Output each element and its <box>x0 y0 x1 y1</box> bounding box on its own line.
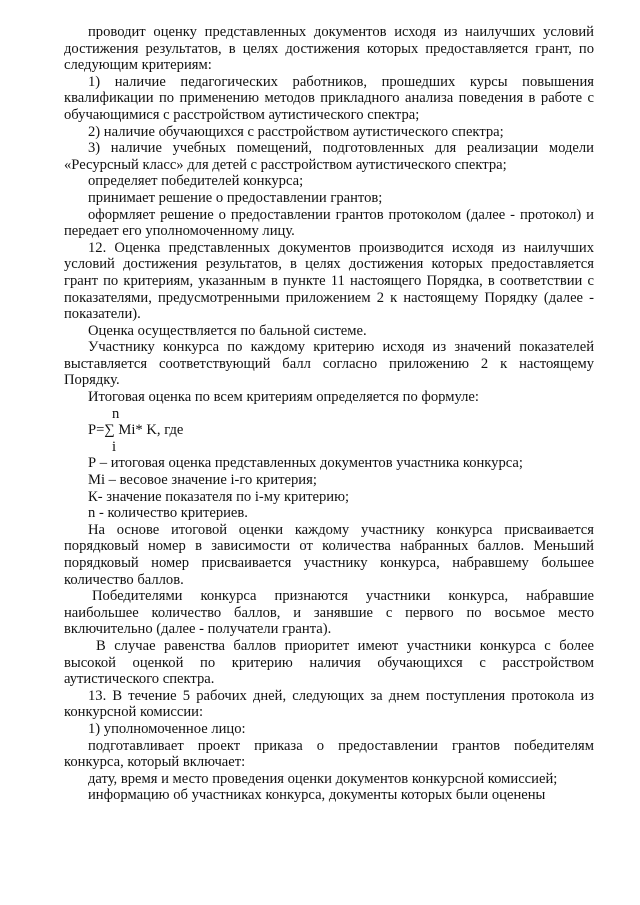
paragraph: оформляет решение о предоставлении грантов протоколом (далее - протокол) и передает его уполномоченному лицу. <box>64 206 594 240</box>
paragraph: 2) наличие обучающихся с расстройством аутистического спектра; <box>88 123 504 140</box>
document-page <box>64 24 594 804</box>
paragraph: проводит оценку представленных документов исходя из наилучших условий достижения результатов, в целях достижения которых предоставляется грант, по следующим критериям: <box>64 24 594 74</box>
paragraph: дату, время и место проведения оценки документов конкурсной комиссией; <box>88 770 558 787</box>
formula-index: i <box>112 438 117 455</box>
paragraph: информацию об участниках конкурса, документы которых были оценены <box>88 787 546 804</box>
paragraph: На основе итоговой оценки каждому участнику конкурса присваивается порядковый номер в зависимости от количества набранных баллов. Меньший порядковый номер присваивается участнику конкурса, набравшему большее количество баллов. <box>64 521 594 588</box>
paragraph: 12. Оценка представленных документов производится исходя из наилучших условий достижения результатов, в целях достижения которых предоставляется грант по критериям, указанным в пункте 11 настоящего Порядка, в соответствии с показателями, предусмотренными приложением 2 к настоящему Порядку (далее - показатели). <box>64 239 594 323</box>
formula-main: P=∑ Mi* K, где <box>88 422 184 439</box>
paragraph: Mi – весовое значение i-го критерия; <box>88 472 317 489</box>
paragraph: 1) наличие педагогических работников, прошедших курсы повышения квалификации по применению методов прикладного анализа поведения в работе с обучающимися с расстройством аутистического спектра; <box>64 73 594 123</box>
paragraph: Победителями конкурса признаются участники конкурса, набравшие наибольшее количество баллов, и занявшие с первого по восьмое место включительно (далее - получатели гранта). <box>64 588 594 638</box>
paragraph: Р – итоговая оценка представленных документов участника конкурса; <box>88 455 523 472</box>
paragraph: Участнику конкурса по каждому критерию исходя из значений показателей выставляется соответствующий балл согласно приложению 2 к настоящему Порядку. <box>64 339 594 389</box>
paragraph: Итоговая оценка по всем критериям определяется по формуле: <box>88 389 479 406</box>
formula <box>64 406 594 456</box>
paragraph: определяет победителей конкурса; <box>88 173 304 190</box>
formula-upper-limit: n <box>112 405 120 422</box>
paragraph: Оценка осуществляется по бальной системе. <box>88 322 367 339</box>
paragraph: К- значение показателя по i-му критерию; <box>88 488 350 505</box>
paragraph: принимает решение о предоставлении грантов; <box>88 189 383 206</box>
paragraph: n - количество критериев. <box>88 505 248 522</box>
paragraph: 13. В течение 5 рабочих дней, следующих за днем поступления протокола из конкурсной комиссии: <box>64 687 594 721</box>
paragraph: В случае равенства баллов приоритет имеют участники конкурса с более высокой оценкой по критерию наличия обучающихся с расстройством аутистического спектра. <box>64 637 594 688</box>
paragraph: подготавливает проект приказа о предоставлении грантов победителям конкурса, который включает: <box>64 737 594 771</box>
paragraph: 1) уполномоченное лицо: <box>88 720 246 737</box>
paragraph: 3) наличие учебных помещений, подготовленных для реализации модели «Ресурсный класс» для детей с расстройством аутистического спектра; <box>64 140 594 173</box>
